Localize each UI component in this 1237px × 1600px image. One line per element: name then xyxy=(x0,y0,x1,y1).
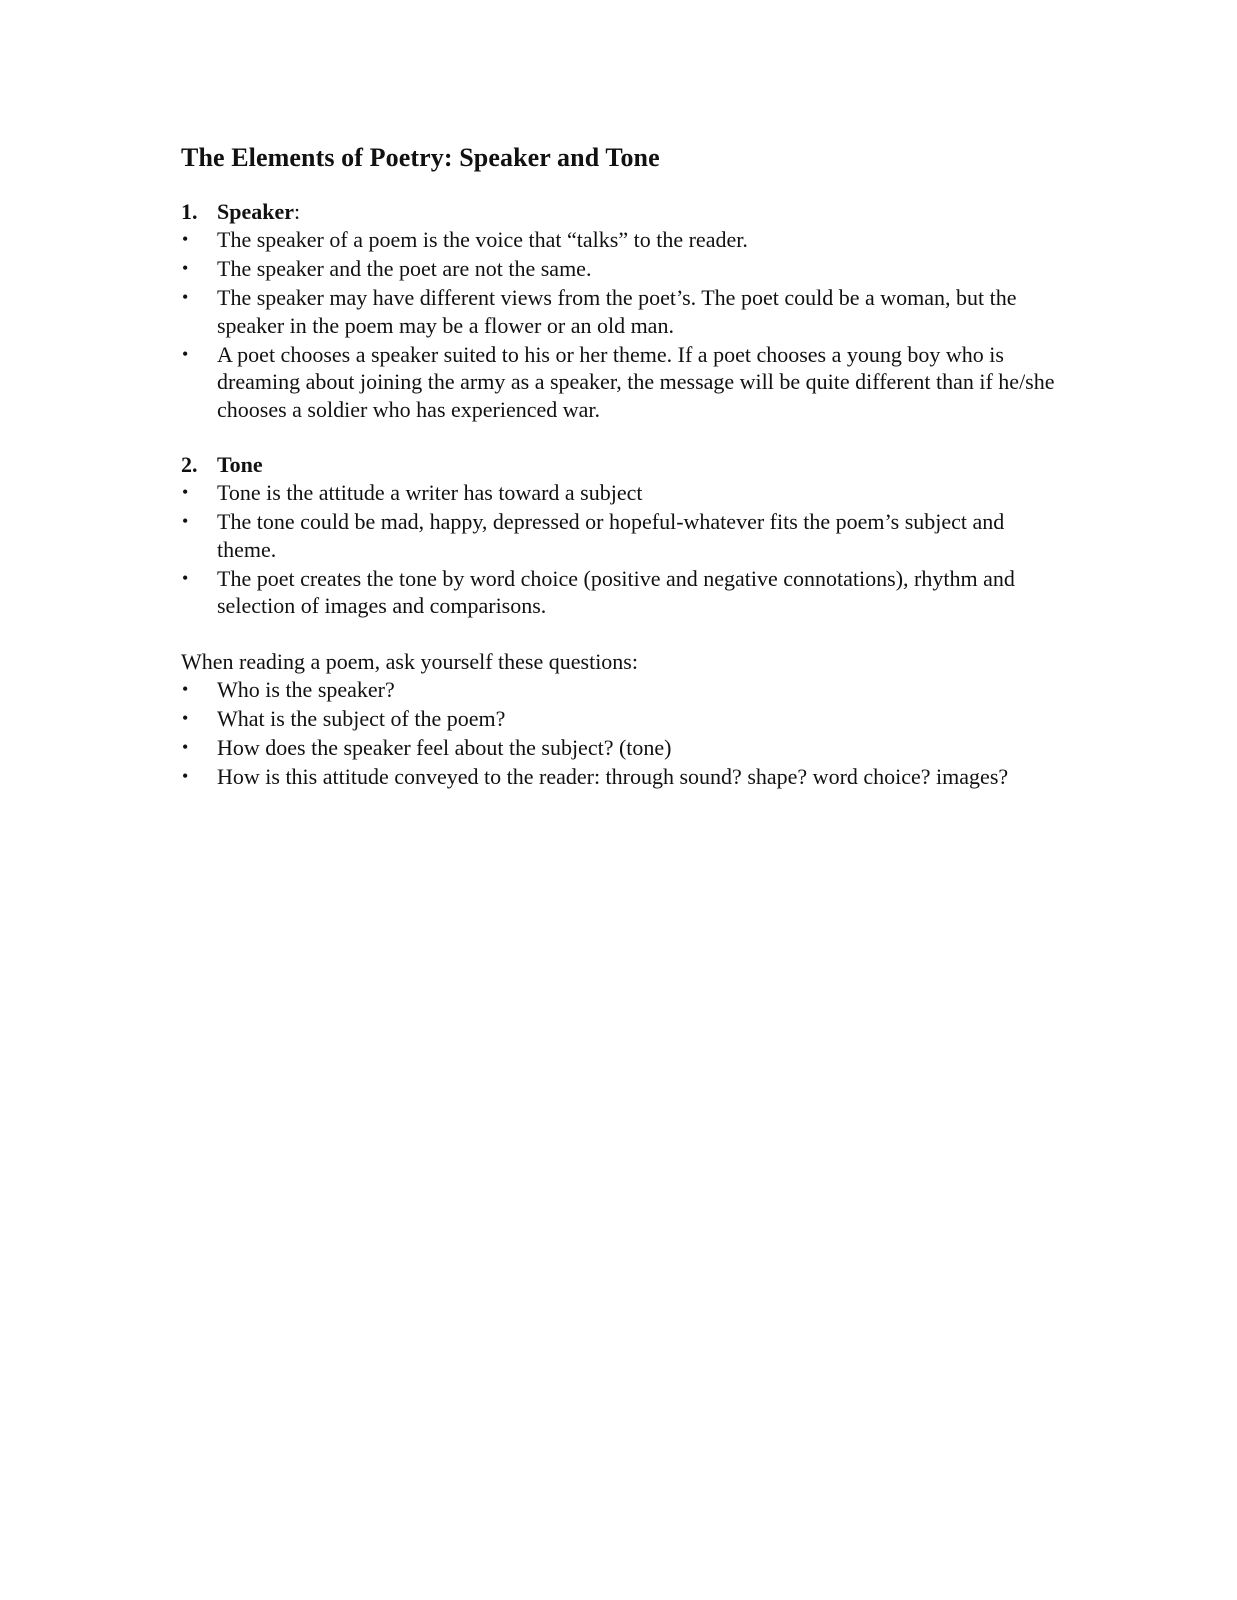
list-item-text: How does the speaker feel about the subject? (tone) xyxy=(217,734,672,760)
bullet-icon: • xyxy=(182,567,189,588)
list-item xyxy=(181,676,1061,704)
section-heading-text: Speaker xyxy=(217,199,294,224)
list-item xyxy=(181,763,1061,791)
list-item-text: How is this attitude conveyed to the reader: through sound? shape? word choice? images? xyxy=(217,763,1009,789)
speaker-bullet-list xyxy=(181,226,1061,423)
document-content xyxy=(181,140,1061,818)
list-item xyxy=(181,565,1061,620)
section-heading-text: Tone xyxy=(217,452,263,477)
page-title: The Elements of Poetry: Speaker and Tone xyxy=(181,143,660,172)
bullet-icon: • xyxy=(182,229,189,249)
section-tone xyxy=(181,451,1061,620)
list-item-text: Tone is the attitude a writer has toward a subject xyxy=(217,480,643,505)
questions-bullet-list xyxy=(181,676,1061,791)
list-item xyxy=(181,226,1061,254)
list-item xyxy=(181,255,1061,283)
bullet-icon: • xyxy=(182,678,189,699)
bullet-icon: • xyxy=(182,765,189,786)
list-item xyxy=(181,508,1061,563)
list-item-text: The speaker may have different views from the poet’s. The poet could be a woman, but the speaker in the poem may be a flower or an old man. xyxy=(217,285,1017,338)
list-item xyxy=(181,284,1061,339)
bullet-icon: • xyxy=(182,511,189,531)
list-item xyxy=(181,479,1061,507)
bullet-icon: • xyxy=(182,707,189,728)
list-item-text: A poet chooses a speaker suited to his or her theme. If a poet chooses a young boy who is dreaming about joining the army as a speaker, the message will be quite different than if he/she chooses a soldier who has experienced war. xyxy=(217,341,1055,422)
section-questions xyxy=(181,648,1061,791)
list-item xyxy=(181,341,1061,424)
list-item xyxy=(181,705,1061,733)
section-heading-suffix: : xyxy=(294,199,301,224)
list-item-text: The poet creates the tone by word choice (positive and negative connotations), rhythm and selection of images and comparisons. xyxy=(217,565,1015,618)
section-heading xyxy=(181,451,1061,479)
section-number: 1. xyxy=(181,199,198,224)
questions-intro: When reading a poem, ask yourself these questions: xyxy=(181,648,638,674)
section-speaker xyxy=(181,198,1061,423)
list-item-text: What is the subject of the poem? xyxy=(217,705,506,731)
bullet-icon: • xyxy=(182,343,189,364)
bullet-icon: • xyxy=(182,258,189,278)
list-item-text: The speaker of a poem is the voice that “talks” to the reader. xyxy=(217,227,748,252)
list-item xyxy=(181,734,1061,762)
list-item-text: The speaker and the poet are not the same. xyxy=(217,256,592,281)
list-item-text: The tone could be mad, happy, depressed or hopeful-whatever fits the poem’s subject and theme. xyxy=(217,509,1005,562)
bullet-icon: • xyxy=(182,736,189,757)
section-number: 2. xyxy=(181,452,198,477)
section-heading xyxy=(181,198,1061,226)
bullet-icon: • xyxy=(182,482,189,502)
list-item-text: Who is the speaker? xyxy=(217,676,395,702)
tone-bullet-list xyxy=(181,479,1061,620)
bullet-icon: • xyxy=(182,287,189,307)
